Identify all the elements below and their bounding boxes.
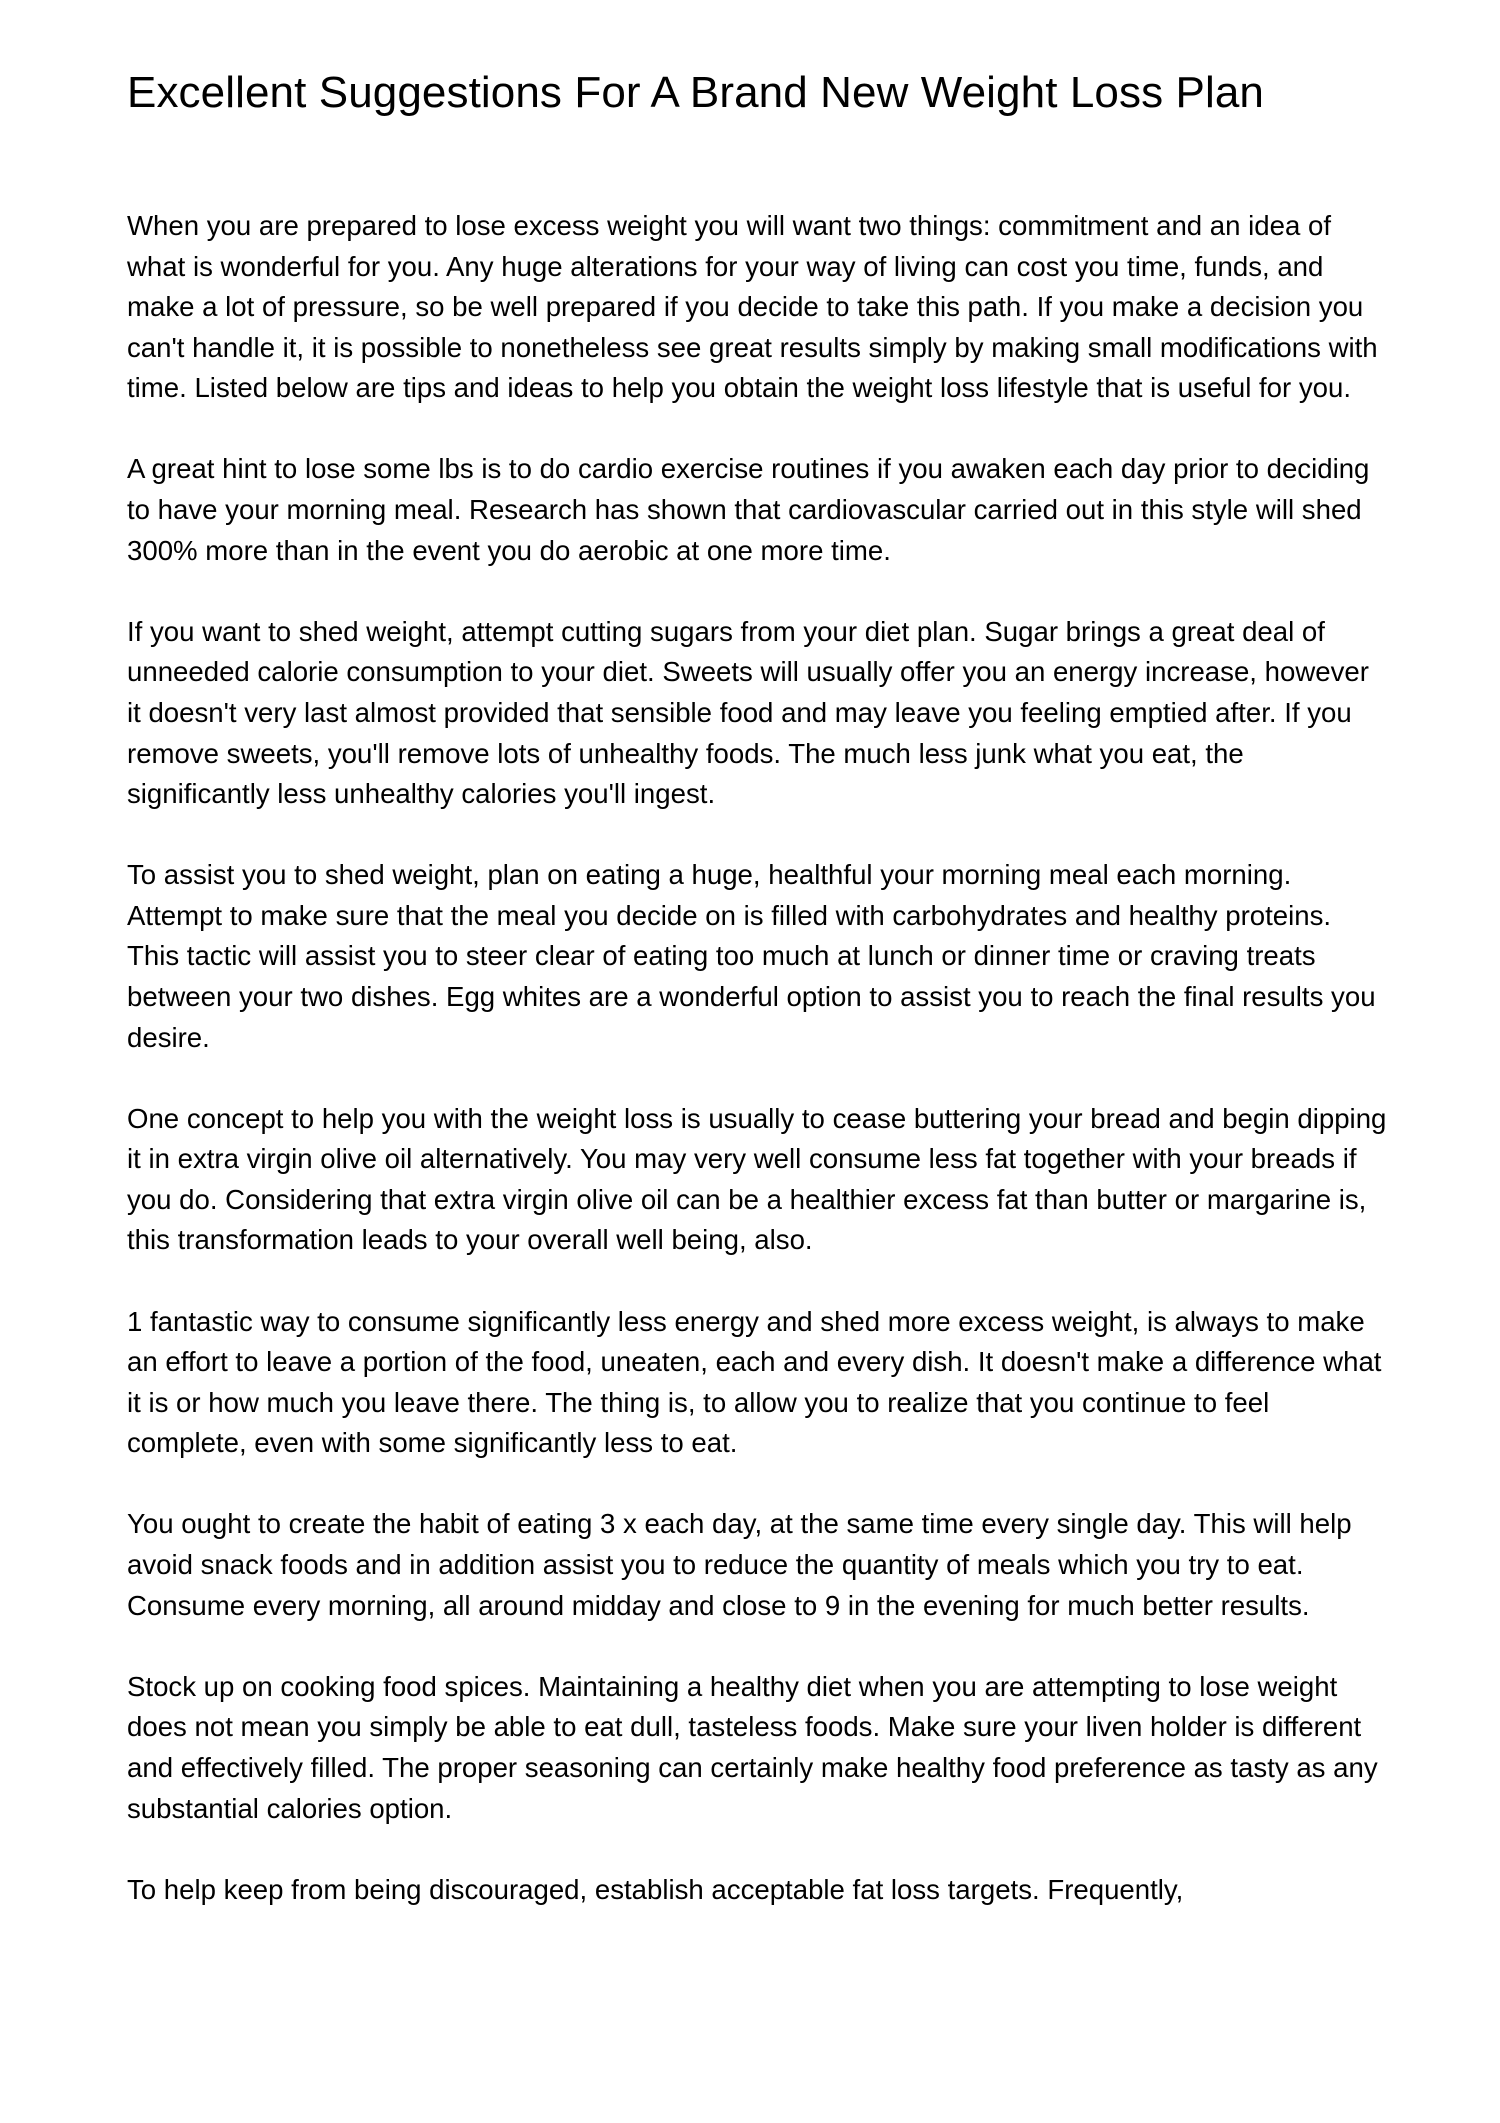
paragraph-9: To help keep from being discouraged, establish acceptable fat loss targets. Frequently,: [127, 1873, 1184, 1905]
paragraph-7: You ought to create the habit of eating 3 x each day, at the same time every single day. This will help avoid snack foods and in addition assist you to reduce the quantity of meals which you try to eat. Consume every morning, all around midday and close to 9 in the evening for much better results.: [127, 1508, 1352, 1621]
paragraph-6: 1 fantastic way to consume significantly less energy and shed more excess weight, is always to make an effort to leave a portion of the food, uneaten, each and every dish. It doesn't make a difference what it is or how much you leave there. The thing is, to allow you to realize that you continue to feel complete, even with some significantly less to eat.: [127, 1305, 1382, 1459]
paragraph-1: When you are prepared to lose excess weight you will want two things: commitment and an idea of what is wonderful for you. Any huge alterations for your way of living can cost you time, funds, and make a lot of pressure, so be well prepared if you decide to take this path. If you make a decision you can't handle it, it is possible to nonetheless see great results simply by making small modifications with time. Listed below are tips and ideas to help you obtain the weight loss lifestyle that is useful for you.: [127, 210, 1378, 404]
paragraph-8: Stock up on cooking food spices. Maintaining a healthy diet when you are attempting to lose weight does not mean you simply be able to eat dull, tasteless foods. Make sure your liven holder is different and effectively filled. The proper seasoning can certainly make healthy food preference as tasty as any substantial calories option.: [127, 1670, 1378, 1824]
document-title: Excellent Suggestions For A Brand New Weight Loss Plan: [127, 68, 1264, 117]
document-body: [127, 206, 1387, 1951]
paragraph-4: To assist you to shed weight, plan on eating a huge, healthful your morning meal each morning. Attempt to make sure that the meal you decide on is filled with carbohydrates and healthy proteins. This tactic will assist you to steer clear of eating too much at lunch or dinner time or craving treats between your two dishes. Egg whites are a wonderful option to assist you to reach the final results you desire.: [127, 859, 1376, 1053]
paragraph-2: A great hint to lose some lbs is to do cardio exercise routines if you awaken each day prior to deciding to have your morning meal. Research has shown that cardiovascular carried out in this style will shed 300% more than in the event you do aerobic at one more time.: [127, 453, 1370, 566]
paragraph-3: If you want to shed weight, attempt cutting sugars from your diet plan. Sugar brings a great deal of unneeded calorie consumption to your diet. Sweets will usually offer you an energy increase, however it doesn't very last almost provided that sensible food and may leave you feeling emptied after. If you remove sweets, you'll remove lots of unhealthy foods. The much less junk what you eat, the significantly less unhealthy calories you'll ingest.: [127, 615, 1369, 810]
paragraph-5: One concept to help you with the weight loss is usually to cease buttering your bread and begin dipping it in extra virgin olive oil alternatively. You may very well consume less fat together with your breads if you do. Considering that extra virgin olive oil can be a healthier excess fat than butter or margarine is, this transformation leads to your overall well being, also.: [127, 1102, 1387, 1256]
